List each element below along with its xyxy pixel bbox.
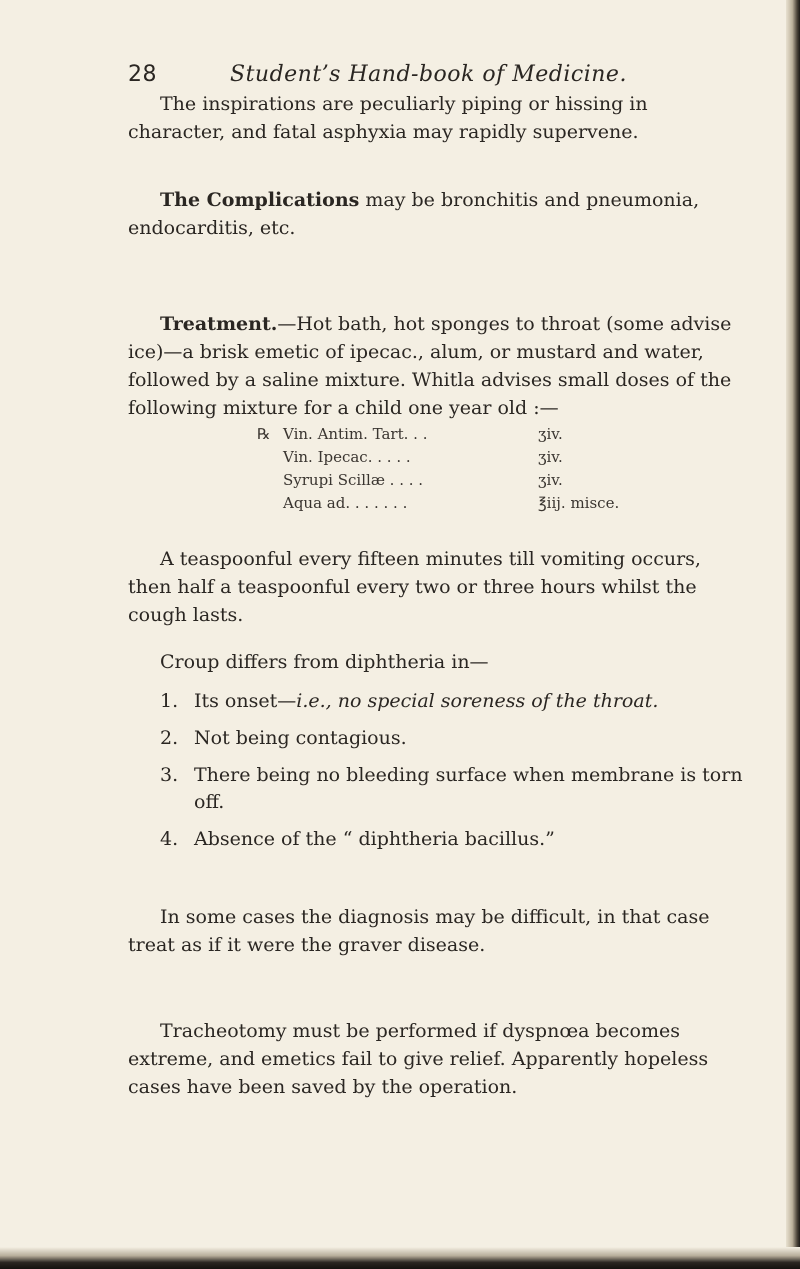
prescription-item-name: Vin. Ipecac. . . . . <box>283 448 411 466</box>
intro-paragraph: The inspirations are peculiarly piping or hissing in character, and fatal asphyxia may rapidly supervene. <box>128 93 648 143</box>
list-item <box>160 725 750 752</box>
tracheotomy-paragraph: Tracheotomy must be performed if dyspnœa becomes extreme, and emetics fail to give relief. Apparently hopeless cases have been saved by the operation. <box>128 1020 709 1098</box>
list-item-text: There being no bleeding surface when membrane is torn off. <box>194 764 743 813</box>
page-bottom-shadow <box>0 1247 800 1269</box>
treatment-text: —Hot bath, hot sponges to throat (some advise ice)—a brisk emetic of ipecac., alum, or mustard and water, followed by a saline mixture. Whitla advises small doses of the following mixture for a child one year old :— <box>128 313 732 419</box>
list-item-number: 1. <box>160 690 179 712</box>
complications-heading: The Complications <box>160 189 360 211</box>
prescription-item-name: Vin. Antim. Tart. . . <box>283 425 428 443</box>
croup-lead: Croup differs from diphtheria in— <box>160 651 489 673</box>
prescription-item-name: Aqua ad. . . . . . . <box>283 494 408 512</box>
list-item <box>160 688 750 715</box>
list-item-number: 4. <box>160 828 179 850</box>
prescription <box>257 423 657 515</box>
prescription-row <box>257 469 657 492</box>
list-item-prefix: Its onset— <box>194 690 297 712</box>
dosage-paragraph: A teaspoonful every fifteen minutes till vomiting occurs, then half a teaspoonful every two or three hours whilst the cough lasts. <box>128 548 701 626</box>
prescription-row <box>257 423 657 446</box>
treatment-paragraph <box>128 310 740 422</box>
prescription-item-quantity: ʒiv. <box>538 448 563 466</box>
list-item <box>160 826 750 853</box>
list-item-number: 3. <box>160 764 179 786</box>
diagnosis-paragraph: In some cases the diagnosis may be difficult, in that case treat as if it were the graver disease. <box>128 906 710 956</box>
recipe-symbol: ℞ <box>257 425 271 443</box>
prescription-row <box>257 492 657 515</box>
croup-differences-list <box>160 688 750 863</box>
prescription-row <box>257 446 657 469</box>
running-title: Student’s Hand-book of Medicine. <box>230 62 627 87</box>
page-number: 28 <box>128 62 157 87</box>
list-item-italic: i.e., no special soreness of the throat. <box>296 690 659 712</box>
prescription-item-quantity: ʒiv. <box>538 425 563 443</box>
complications-text: may be bronchitis and pneumonia, endocarditis, etc. <box>128 189 700 239</box>
prescription-item-quantity: ʒiv. <box>538 471 563 489</box>
complications-paragraph <box>128 186 740 242</box>
prescription-item-name: Syrupi Scillæ . . . . <box>283 471 424 489</box>
treatment-heading: Treatment. <box>160 313 278 335</box>
list-item-number: 2. <box>160 727 179 749</box>
list-item-text: Not being contagious. <box>194 727 407 749</box>
list-item-text: Absence of the “ diphtheria bacillus.” <box>194 828 555 850</box>
list-item <box>160 762 750 816</box>
page-edge-shadow <box>786 0 800 1269</box>
prescription-item-quantity: ℥iij. misce. <box>538 494 620 512</box>
list-item-text <box>194 688 750 715</box>
